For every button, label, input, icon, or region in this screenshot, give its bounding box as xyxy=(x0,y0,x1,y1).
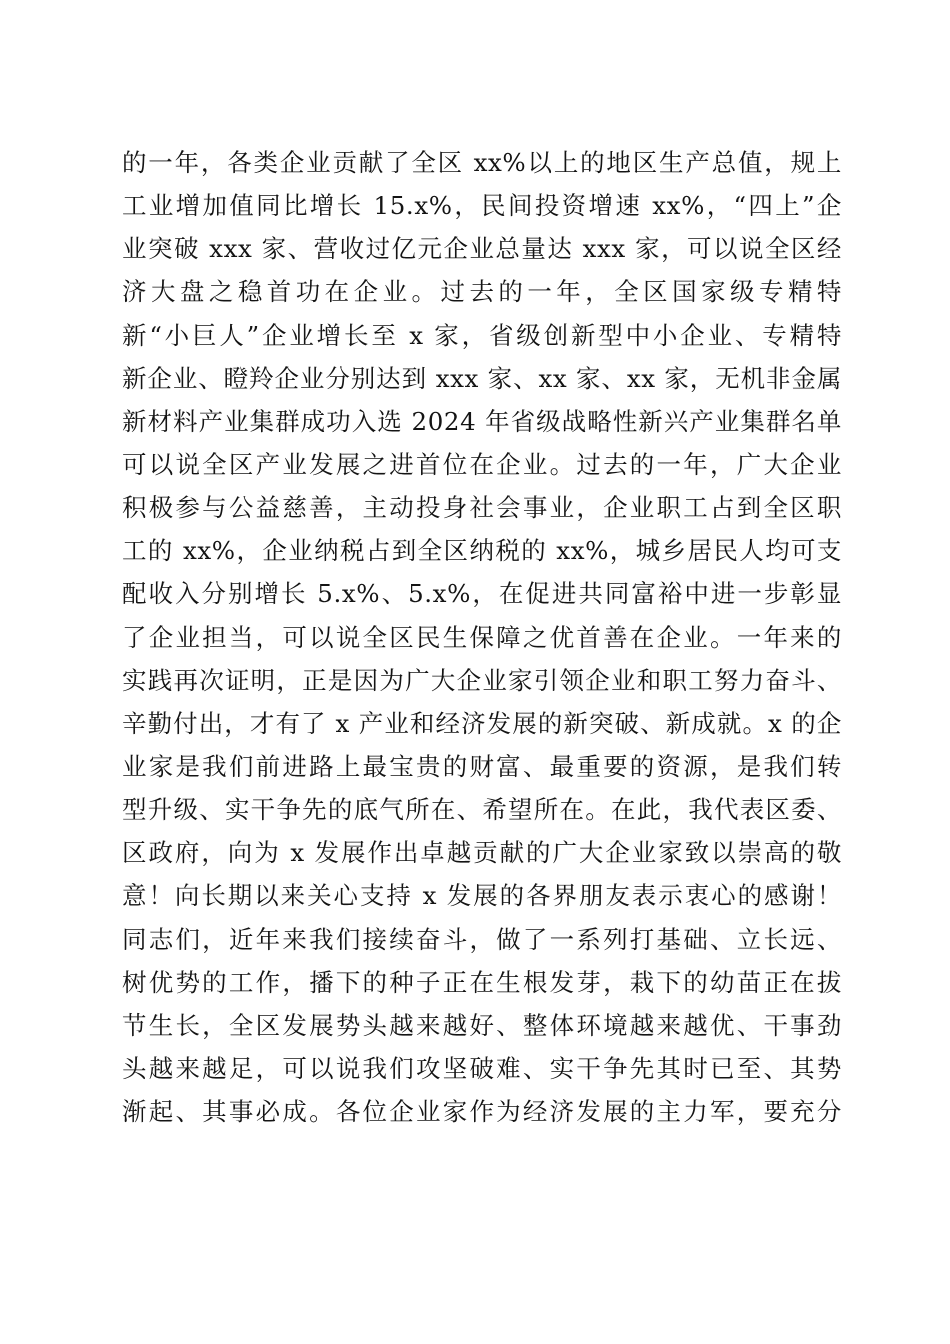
text-line: 配收入分别增长 5.x%、5.x%，在促进共同富裕中进一步彰显 xyxy=(122,579,842,609)
text-line: 头越来越足，可以说我们攻坚破难、实干争先其时已至、其势 xyxy=(122,1053,842,1083)
text-line: 可以说全区产业发展之进首位在企业。过去的一年，广大企业 xyxy=(122,449,842,479)
text-line: 新材料产业集群成功入选 2024 年省级战略性新兴产业集群名单 xyxy=(122,406,842,436)
text-line: 工的 xx%，企业纳税占到全区纳税的 xx%，城乡居民人均可支 xyxy=(122,536,842,566)
text-line: 渐起、其事必成。各位企业家作为经济发展的主力军，要充分 xyxy=(122,1097,842,1127)
text-line: 业突破 xxx 家、营收过亿元企业总量达 xxx 家，可以说全区经 xyxy=(122,234,842,264)
text-line: 了企业担当，可以说全区民生保障之优首善在企业。一年来的 xyxy=(122,622,842,652)
text-line: 积极参与公益慈善，主动投身社会事业，企业职工占到全区职 xyxy=(122,493,842,523)
body-text xyxy=(122,141,842,1133)
text-line: 业家是我们前进路上最宝贵的财富、最重要的资源，是我们转 xyxy=(122,751,842,781)
text-line: 新“小巨人”企业增长至 x 家，省级创新型中小企业、专精特 xyxy=(122,320,842,350)
text-line: 意！向长期以来关心支持 x 发展的各界朋友表示衷心的感谢！ xyxy=(122,881,842,911)
text-line: 工业增加值同比增长 15.x%，民间投资增速 xx%，“四上”企 xyxy=(122,191,842,221)
text-line: 节生长，全区发展势头越来越好、整体环境越来越优、干事劲 xyxy=(122,1010,842,1040)
text-line: 济大盘之稳首功在企业。过去的一年，全区国家级专精特 xyxy=(122,277,842,307)
text-line: 树优势的工作，播下的种子正在生根发芽，栽下的幼苗正在拔 xyxy=(122,967,842,997)
text-line: 实践再次证明，正是因为广大企业家引领企业和职工努力奋斗、 xyxy=(122,665,842,695)
text-line: 新企业、瞪羚企业分别达到 xxx 家、xx 家、xx 家，无机非金属 xyxy=(122,363,842,393)
text-line: 辛勤付出，才有了 x 产业和经济发展的新突破、新成就。x 的企 xyxy=(122,708,842,738)
text-line: 同志们，近年来我们接续奋斗，做了一系列打基础、立长远、 xyxy=(122,924,842,954)
text-line: 的一年，各类企业贡献了全区 xx%以上的地区生产总值，规上 xyxy=(122,148,842,177)
text-line: 型升级、实干争先的底气所在、希望所在。在此，我代表区委、 xyxy=(122,795,842,825)
text-line: 区政府，向为 x 发展作出卓越贡献的广大企业家致以崇高的敬 xyxy=(122,838,842,868)
